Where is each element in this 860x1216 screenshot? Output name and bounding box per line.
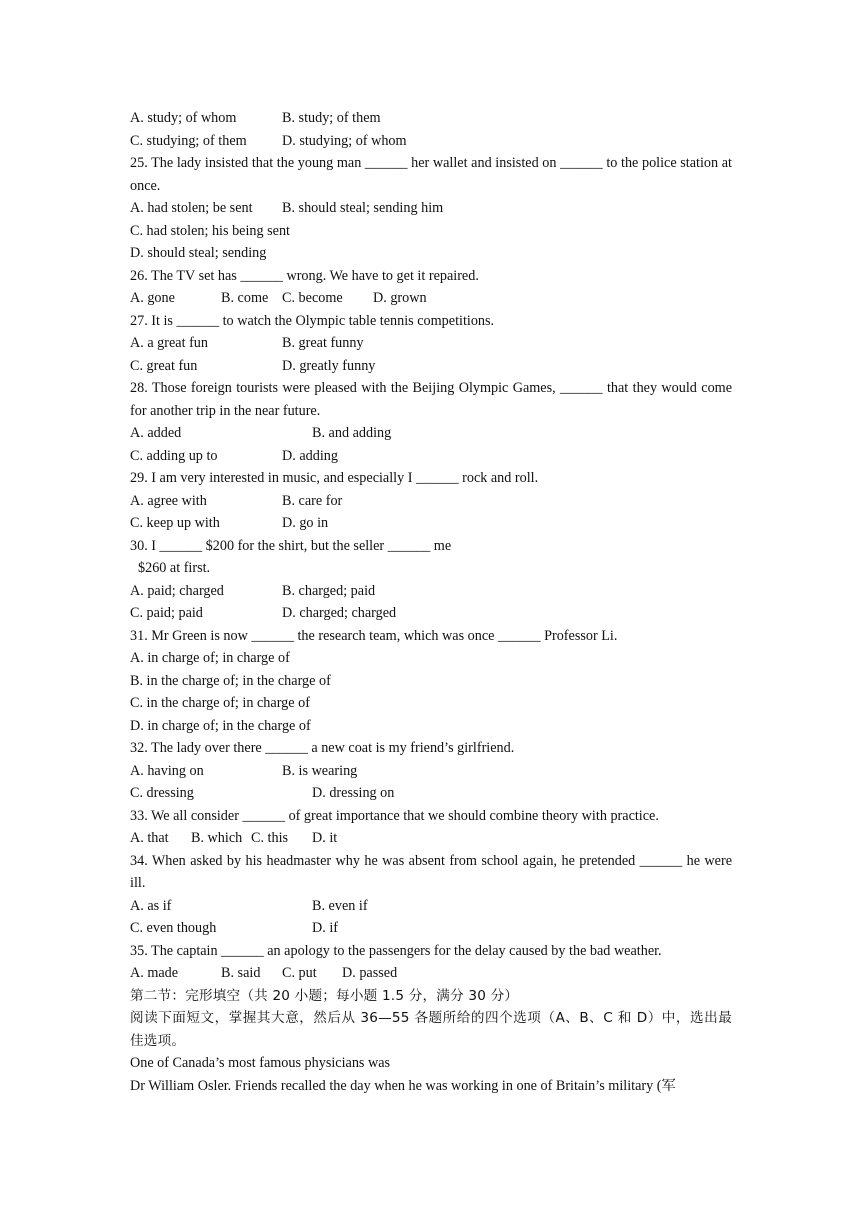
section2-instructions: 阅读下面短文，掌握其大意，然后从 36—55 各题所给的四个选项（A、B、C 和 D）中，选出最佳选项。 (130, 1010, 732, 1049)
q25-option-d: D. should steal; sending (130, 245, 267, 261)
q30-options-cd (130, 602, 732, 625)
passage-line-1: One of Canada’s most famous physicians was (130, 1055, 391, 1071)
q27-option-d: D. greatly funny (282, 357, 376, 374)
q30-option-b: B. charged; paid (282, 582, 376, 599)
q29-option-a: A. agree with (130, 492, 207, 509)
q33-option-a: A. that (130, 830, 169, 846)
q29-options-ab (130, 490, 732, 513)
q29-option-b: B. care for (282, 492, 343, 509)
q31-option-a: A. in charge of; in charge of (130, 650, 290, 666)
q34-option-a: A. as if (130, 897, 172, 914)
q32-stem: 32. The lady over there ______ a new coat is my friend’s girlfriend. (130, 740, 515, 756)
q33-option-d: D. it (312, 830, 338, 846)
q35-option-b: B. said (221, 965, 261, 981)
q31-option-c: C. in the charge of; in charge of (130, 695, 310, 711)
q33-option-b: B. which (191, 830, 243, 846)
q34-option-c: C. even though (130, 920, 217, 936)
q31-stem: 31. Mr Green is now ______ the research team, which was once ______ Professor Li. (130, 627, 618, 644)
q31-option-b: B. in the charge of; in the charge of (130, 672, 331, 689)
q29-option-d: D. go in (282, 515, 329, 531)
q26-options (130, 287, 732, 310)
q33-options (130, 827, 732, 850)
q32-option-d: D. dressing on (312, 785, 395, 801)
q24-options-cd (130, 130, 732, 153)
q35-option-d: D. passed (342, 965, 398, 981)
q30-stem-line-1: 30. I ______ $200 for the shirt, but the seller ______ me (130, 537, 452, 554)
section2-title: 第二节：完形填空（共 20 小题；每小题 1.5 分，满分 30 分） (130, 987, 519, 1004)
q32-options-ab (130, 760, 732, 783)
q28-options-cd (130, 445, 732, 468)
exam-content (130, 107, 732, 1097)
q32-option-c: C. dressing (130, 785, 194, 801)
q28-option-a: A. added (130, 425, 182, 441)
q24-option-b: B. study; of them (282, 110, 381, 126)
q30-option-d: D. charged; charged (282, 605, 397, 621)
q27-option-a: A. a great fun (130, 335, 208, 351)
q27-options-ab (130, 332, 732, 355)
q29-stem: 29. I am very interested in music, and especially I ______ rock and roll. (130, 470, 539, 486)
q35-option-c: C. put (282, 965, 317, 981)
q31-option-d: D. in charge of; in the charge of (130, 717, 311, 734)
q35-options (130, 962, 732, 985)
q26-option-c: C. become (282, 290, 343, 306)
passage-line-2: Dr William Osler. Friends recalled the day when he was working in one of Britain’s military (军 (130, 1077, 676, 1094)
q24-options-ab (130, 107, 732, 130)
q34-options-cd (130, 917, 732, 940)
q30-option-a: A. paid; charged (130, 582, 224, 599)
q33-option-c: C. this (251, 830, 289, 846)
q29-options-cd (130, 512, 732, 535)
q25-stem: 25. The lady insisted that the young man ______ her wallet and insisted on ______ to the police station at once. (130, 155, 732, 194)
q24-option-c: C. studying; of them (130, 132, 247, 149)
q29-option-c: C. keep up with (130, 515, 220, 531)
q27-option-c: C. great fun (130, 357, 198, 374)
q26-option-a: A. gone (130, 290, 175, 306)
q28-option-b: B. and adding (312, 425, 392, 441)
q34-options-ab (130, 895, 732, 918)
q27-options-cd (130, 355, 732, 378)
q32-option-b: B. is wearing (282, 762, 358, 779)
q34-option-b: B. even if (312, 897, 368, 914)
q25-option-a: A. had stolen; be sent (130, 200, 253, 216)
q32-options-cd (130, 782, 732, 805)
q28-option-d: D. adding (282, 447, 338, 464)
q26-stem: 26. The TV set has ______ wrong. We have to get it repaired. (130, 267, 479, 284)
q30-options-ab (130, 580, 732, 603)
q27-option-b: B. great funny (282, 335, 364, 351)
q33-stem: 33. We all consider ______ of great importance that we should combine theory with practice. (130, 807, 659, 824)
q35-stem: 35. The captain ______ an apology to the passengers for the delay caused by the bad weather. (130, 942, 662, 959)
q26-option-d: D. grown (373, 290, 427, 306)
q25-options-ab (130, 197, 732, 220)
q35-option-a: A. made (130, 965, 179, 981)
q34-option-d: D. if (312, 920, 339, 936)
q27-stem: 27. It is ______ to watch the Olympic table tennis competitions. (130, 312, 495, 329)
q28-option-c: C. adding up to (130, 447, 218, 464)
q24-option-d: D. studying; of whom (282, 132, 407, 149)
q28-stem: 28. Those foreign tourists were pleased with the Beijing Olympic Games, ______ that they would come for another trip in the near future. (130, 380, 732, 419)
q32-option-a: A. having on (130, 762, 204, 779)
q28-options-ab (130, 422, 732, 445)
q30-option-c: C. paid; paid (130, 605, 203, 621)
q34-stem: 34. When asked by his headmaster why he was absent from school again, he pretended ______ he were ill. (130, 852, 732, 891)
q25-option-c: C. had stolen; his being sent (130, 222, 290, 239)
q24-option-a: A. study; of whom (130, 110, 237, 126)
q25-option-b: B. should steal; sending him (282, 200, 444, 216)
q26-option-b: B. come (221, 290, 269, 306)
q30-stem-line-2: $260 at first. (138, 560, 211, 576)
